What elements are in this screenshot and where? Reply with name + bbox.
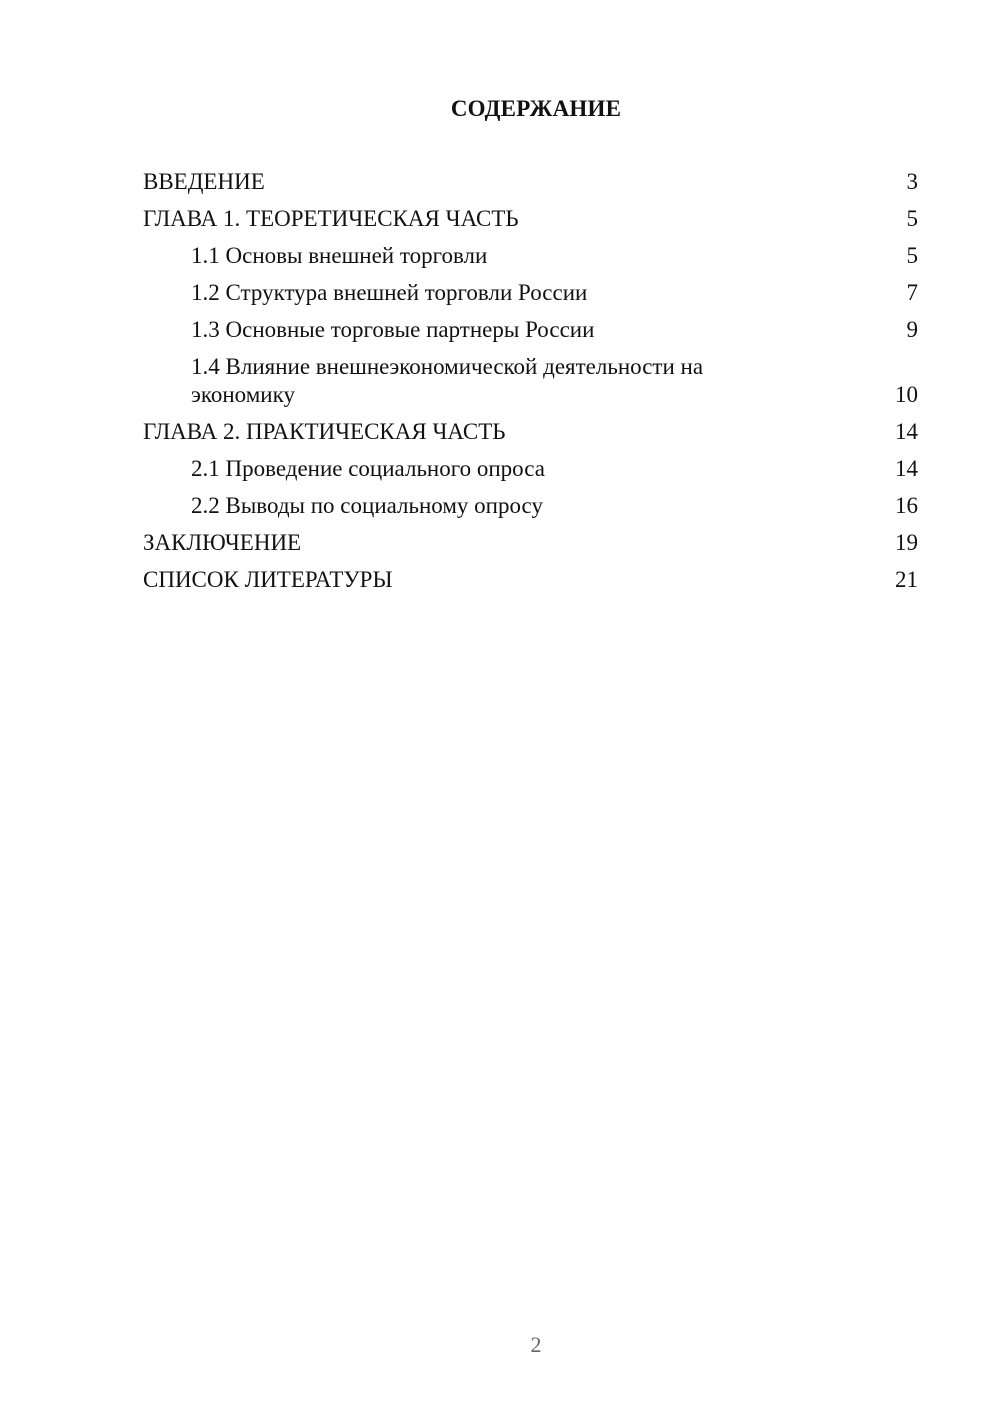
toc-entry-section-1-1[interactable]	[143, 242, 918, 270]
toc-entry-page: 3	[906, 169, 918, 194]
toc-entry-chapter-2[interactable]	[143, 418, 918, 446]
toc-entry-page: 21	[895, 567, 918, 592]
toc-entry-chapter-1[interactable]	[143, 205, 918, 233]
toc-entry-section-1-3[interactable]	[143, 316, 918, 344]
table-of-contents	[143, 168, 918, 603]
toc-entry-section-2-1[interactable]	[143, 455, 918, 483]
toc-entry-introduction[interactable]	[143, 168, 918, 196]
toc-entry-page: 5	[906, 206, 918, 231]
toc-entry-page: 14	[895, 419, 918, 444]
toc-entry-page: 7	[906, 280, 918, 305]
toc-entry-page: 5	[906, 243, 918, 268]
toc-entry-section-2-2[interactable]	[143, 492, 918, 520]
toc-entry-section-1-4[interactable]	[143, 353, 918, 409]
toc-entry-label: СПИСОК ЛИТЕРАТУРЫ	[143, 567, 393, 592]
toc-entry-page: 14	[895, 456, 918, 481]
toc-entry-label: 2.1 Проведение социального опроса	[191, 456, 545, 481]
page-title: СОДЕРЖАНИЕ	[450, 96, 622, 121]
toc-entry-conclusion[interactable]	[143, 529, 918, 557]
toc-entry-label: 1.2 Структура внешней торговли России	[191, 280, 588, 305]
toc-entry-label: ЗАКЛЮЧЕНИЕ	[143, 530, 302, 555]
toc-entry-page: 9	[906, 317, 918, 342]
toc-entry-label: ГЛАВА 2. ПРАКТИЧЕСКАЯ ЧАСТЬ	[143, 419, 506, 444]
toc-entry-section-1-2[interactable]	[143, 279, 918, 307]
toc-entry-label: 1.3 Основные торговые партнеры России	[191, 317, 595, 342]
toc-entry-page: 19	[895, 530, 918, 555]
toc-entry-label: ВВЕДЕНИЕ	[143, 169, 265, 194]
page-number: 2	[530, 1332, 542, 1357]
toc-entry-label: ГЛАВА 1. ТЕОРЕТИЧЕСКАЯ ЧАСТЬ	[143, 206, 519, 231]
toc-entry-label: 2.2 Выводы по социальному опросу	[191, 493, 543, 518]
toc-entry-bibliography[interactable]	[143, 566, 918, 594]
toc-entry-label: 1.1 Основы внешней торговли	[191, 243, 488, 268]
toc-entry-label: 1.4 Влияние внешнеэкономической деятельности на экономику	[191, 354, 704, 407]
toc-entry-page: 16	[895, 493, 918, 518]
toc-entry-page: 10	[895, 382, 918, 407]
